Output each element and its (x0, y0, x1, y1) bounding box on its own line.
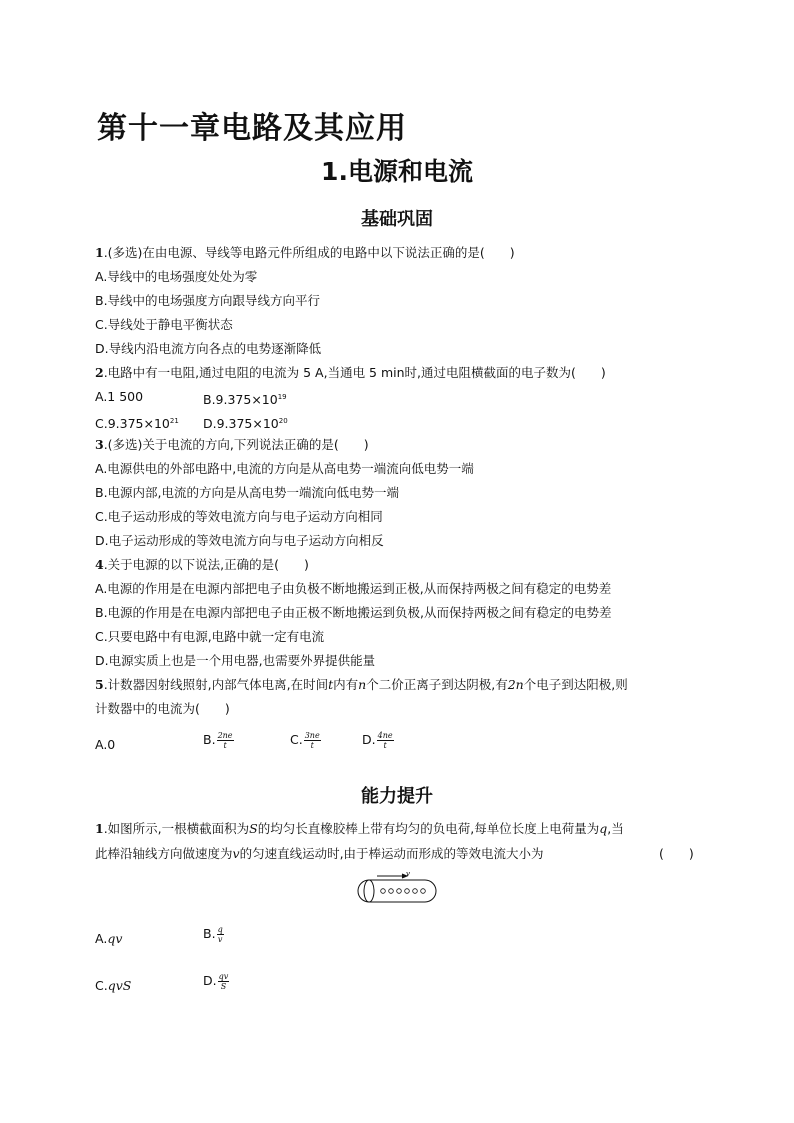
q5-option-d: D. $\frac{4ne}{t}$ (362, 731, 393, 750)
q5-option-c: C. $\frac{3ne}{t}$ (290, 731, 320, 750)
adv-q1-option-d: D. $\frac{qv}{S}$ (203, 972, 229, 991)
velocity-label: v (406, 870, 410, 878)
q5-option-b: B. $\frac{2ne}{t}$ (203, 731, 233, 750)
q3-option-d: D.电子运动形成的等效电流方向与电子运动方向相反 (95, 533, 384, 548)
q1-option-b: B.导线中的电场强度方向跟导线方向平行 (95, 293, 321, 308)
question-1: 1.(多选)在由电源、导线等电路元件所组成的电路中以下说法正确的是( ) (95, 245, 515, 260)
q4-option-d: D.电源实质上也是一个用电器,也需要外界提供能量 (95, 653, 376, 668)
q4-option-c: C.只要电路中有电源,电路中就一定有电流 (95, 629, 325, 644)
q3-option-b: B.电源内部,电流的方向是从高电势一端流向低电势一端 (95, 485, 400, 500)
q2-option-d: $D.9.375\times 10^{20}$ (203, 416, 288, 432)
rod-diagram (355, 868, 441, 908)
advanced-question-1-line2: 此棒沿轴线方向做速度为v的匀速直线运动时,由于棒运动而形成的等效电流大小为 (95, 846, 544, 861)
question-4: 4.关于电源的以下说法,正确的是( ) (95, 557, 309, 572)
question-5-line2: 计数器中的电流为( ) (95, 701, 230, 716)
advanced-question-1: 1.如图所示,一根横截面积为S的均匀长直橡胶棒上带有均匀的负电荷,每单位长度上电荷量为q,当 (95, 821, 624, 836)
adv-q1-option-c: C.qvS (95, 978, 132, 993)
charge-markers (381, 889, 426, 894)
q1-option-d: D.导线内沿电流方向各点的电势逐渐降低 (95, 341, 322, 356)
answer-parentheses: ( ) (659, 846, 694, 861)
q3-option-c: C.电子运动形成的等效电流方向与电子运动方向相同 (95, 509, 383, 524)
q2-option-b: $B.9.375\times 10^{19}$ (203, 392, 287, 408)
q5-option-a: A.0 (95, 737, 116, 752)
q4-option-b: B.电源的作用是在电源内部把电子由正极不断地搬运到负极,从而保持两极之间有稳定的电势差 (95, 605, 612, 620)
adv-q1-option-b: B. $\frac{q}{v}$ (203, 925, 223, 944)
q3-option-a: A.电源供电的外部电路中,电流的方向是从高电势一端流向低电势一端 (95, 461, 474, 476)
q4-option-a: A.电源的作用是在电源内部把电子由负极不断地搬运到正极,从而保持两极之间有稳定的电势差 (95, 581, 612, 596)
q2-option-a: A.1 500 (95, 389, 144, 404)
adv-q1-option-a: A.qv (95, 931, 123, 946)
q2-option-c: $C.9.375\times 10^{21}$ (95, 416, 179, 432)
q1-option-a: A.导线中的电场强度处处为零 (95, 269, 258, 284)
question-5: 5.计数器因射线照射,内部气体电离,在时间t内有n个二价正离子到达阴极,有2n个电子到达阳极,则 (95, 677, 628, 692)
question-2: 2.电路中有一电阻,通过电阻的电流为 5 A,当通电 5 min时,通过电阻横截面的电子数为( ) (95, 365, 606, 380)
chapter-title: 第十一章电路及其应用 (97, 111, 407, 146)
q1-option-c: C.导线处于静电平衡状态 (95, 317, 233, 332)
heading-basic: 基础巩固 (361, 209, 433, 230)
heading-advanced: 能力提升 (361, 786, 433, 807)
question-3: 3.(多选)关于电流的方向,下列说法正确的是( ) (95, 437, 369, 452)
section-title: 1.电源和电流 (321, 157, 473, 186)
